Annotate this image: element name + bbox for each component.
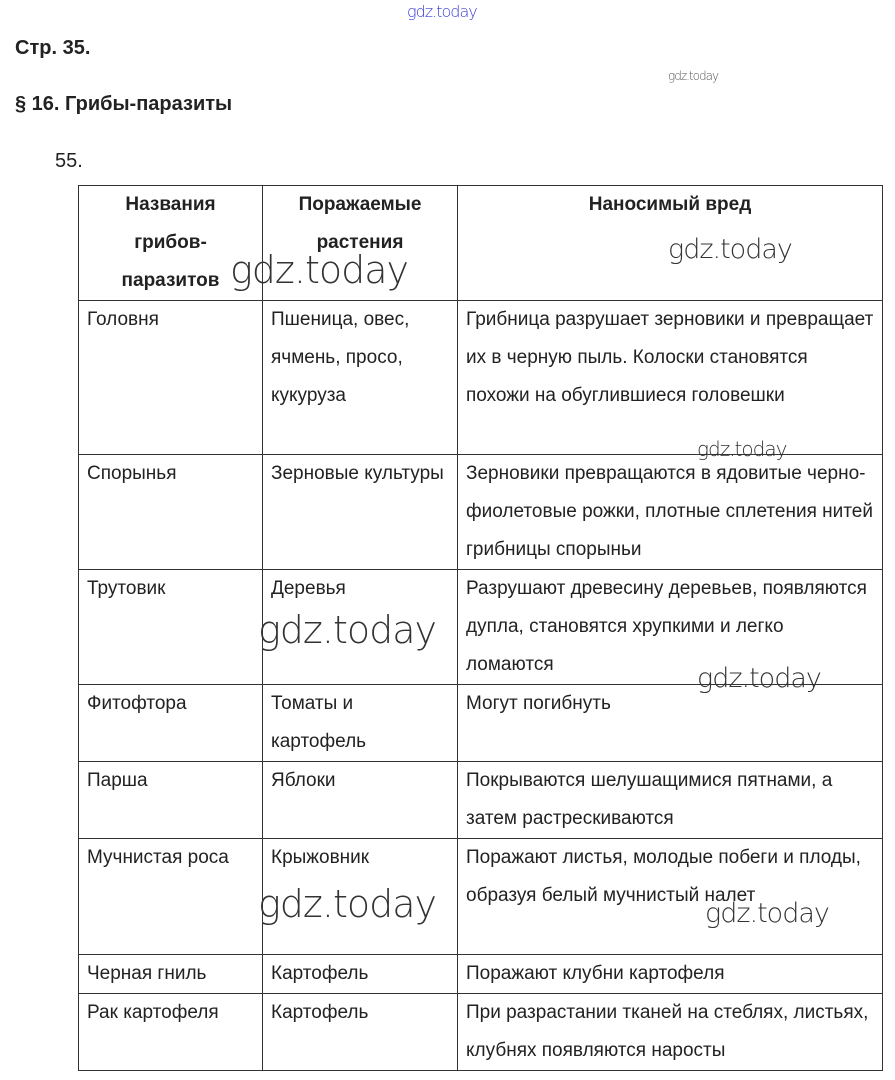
watermark: gdz.today <box>258 608 436 652</box>
affected-plants: Картофель <box>263 994 458 1071</box>
fungus-name: Черная гниль <box>79 955 263 994</box>
harm-description: Поражают листья, молодые побеги и плоды, образуя белый мучнистый налет <box>458 839 883 955</box>
section-title: § 16. Грибы-паразиты <box>15 93 233 115</box>
fungus-name: Рак картофеля <box>79 994 263 1071</box>
header-harm: Наносимый вред <box>458 186 883 301</box>
harm-description: При разрастании тканей на стеблях, листьях, клубнях появляются наросты <box>458 994 883 1071</box>
table-row <box>79 955 883 994</box>
affected-plants: Томаты и картофель <box>263 685 458 762</box>
fungus-name: Трутовик <box>79 570 263 685</box>
watermark: gdz.today <box>697 663 821 694</box>
fungus-name: Мучнистая роса <box>79 839 263 955</box>
affected-plants: Яблоки <box>263 762 458 839</box>
watermark: gdz.today <box>668 69 719 83</box>
harm-description: Могут погибнуть <box>458 685 883 762</box>
table-row <box>79 455 883 570</box>
page-number: Стр. 35. <box>15 37 91 59</box>
header-plants: Поражаемые растения <box>263 186 458 301</box>
fungus-name: Фитофтора <box>79 685 263 762</box>
watermark: gdz.today <box>705 898 829 929</box>
table-row <box>79 839 883 955</box>
table-row <box>79 762 883 839</box>
harm-description: Разрушают древесину деревьев, появляются дупла, становятся хрупкими и легко ломаются <box>458 570 883 685</box>
affected-plants: Пшеница, овес, ячмень, просо, кукуруза <box>263 301 458 455</box>
watermark: gdz.today <box>407 2 477 21</box>
affected-plants: Картофель <box>263 955 458 994</box>
watermark: gdz.today <box>258 882 436 926</box>
watermark: gdz.today <box>697 437 787 461</box>
header-name: Названия грибов-паразитов <box>79 186 263 301</box>
harm-description: Покрываются шелушащимися пятнами, а затем растрескиваются <box>458 762 883 839</box>
table-row <box>79 301 883 455</box>
fungus-name: Спорынья <box>79 455 263 570</box>
fungi-table <box>78 185 883 1071</box>
affected-plants: Зерновые культуры <box>263 455 458 570</box>
affected-plants: Крыжовник <box>263 839 458 955</box>
harm-description: Зерновики превращаются в ядовитые черно-фиолетовые рожки, плотные сплетения нитей грибницы спорыньи <box>458 455 883 570</box>
harm-description: Поражают клубни картофеля <box>458 955 883 994</box>
fungus-name: Парша <box>79 762 263 839</box>
affected-plants: Деревья <box>263 570 458 685</box>
table-row <box>79 685 883 762</box>
table-row <box>79 994 883 1071</box>
task-number: 55. <box>55 150 83 172</box>
watermark: gdz.today <box>230 248 408 292</box>
harm-description: Грибница разрушает зерновики и превращает их в черную пыль. Колоски становятся похожи на обуглившиеся головешки <box>458 301 883 455</box>
fungus-name: Головня <box>79 301 263 455</box>
watermark: gdz.today <box>668 234 792 265</box>
